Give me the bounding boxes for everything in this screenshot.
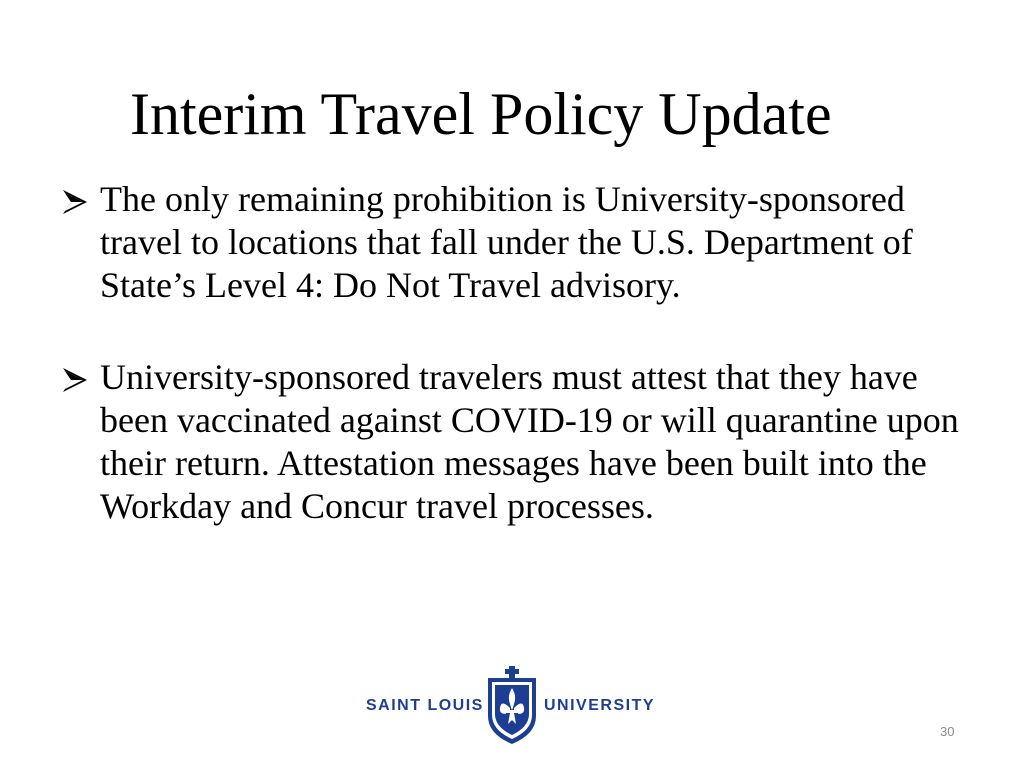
university-logo <box>364 664 660 746</box>
bullet-item <box>62 178 962 307</box>
logo-left-word: SAINT LOUIS <box>366 697 484 714</box>
arrowhead-bullet-icon <box>62 367 88 393</box>
arrowhead-bullet-icon <box>62 189 88 215</box>
bullet-item <box>62 356 962 528</box>
bullet-text: University-sponsored travelers must attest that they have been vaccinated against COVID-19 or will quarantine upon their return. Attestation messages have been built into the Workday and Concur travel processes. <box>100 357 959 526</box>
bullet-text: The only remaining prohibition is University-sponsored travel to locations that fall under the U.S. Department of State’s Level 4: Do Not Travel advisory. <box>100 179 913 305</box>
bullet-list <box>62 178 962 528</box>
logo-right-word: UNIVERSITY <box>544 697 656 714</box>
slide-title: Interim Travel Policy Update <box>130 81 832 147</box>
page-number: 30 <box>940 724 955 739</box>
fleur-de-lis-shield-icon <box>484 664 540 746</box>
